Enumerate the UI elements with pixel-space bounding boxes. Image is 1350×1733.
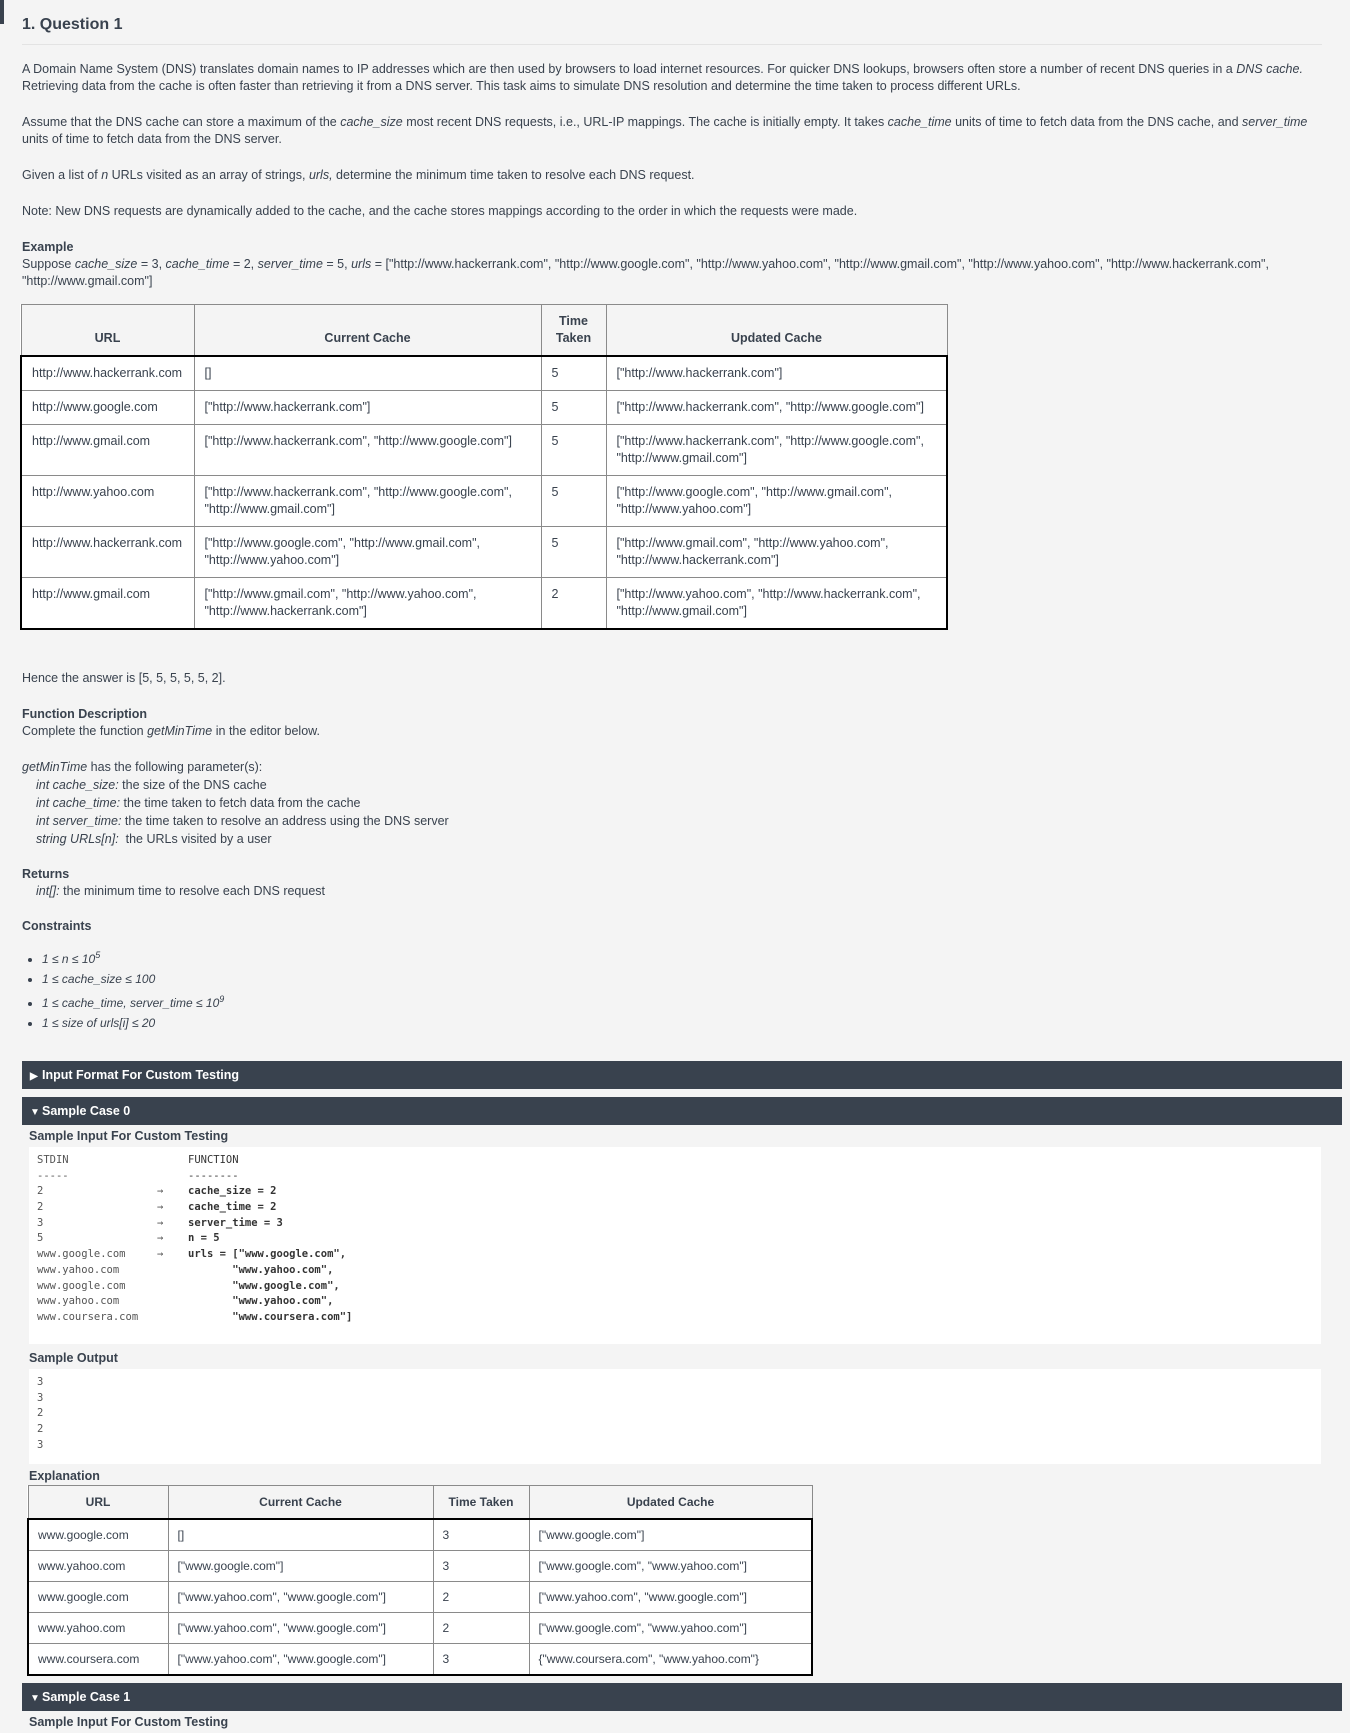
section-title: Sample Case 1 bbox=[42, 1690, 131, 1704]
table-cell: ["www.google.com", "www.yahoo.com"] bbox=[529, 1551, 812, 1582]
stdin-header: STDIN bbox=[37, 1154, 69, 1166]
table-row bbox=[28, 1582, 812, 1613]
parameters-intro bbox=[22, 758, 1322, 776]
parameter-desc: the URLs visited by a user bbox=[118, 832, 272, 846]
arrow-icon: → bbox=[157, 1248, 164, 1261]
column-header: Time Taken bbox=[541, 305, 606, 357]
table-row bbox=[21, 391, 947, 425]
left-accent-bar bbox=[0, 0, 4, 24]
text: Complete the function bbox=[22, 724, 148, 738]
intro-note: Note: New DNS requests are dynamically added to the cache, and the cache stores mappings according to the order in which the requests were made. bbox=[22, 204, 858, 218]
constraint-item bbox=[42, 945, 1322, 969]
constraint-exponent: 9 bbox=[219, 994, 225, 1004]
table-cell: http://www.gmail.com bbox=[21, 578, 194, 630]
text: most recent DNS requests, i.e., URL-IP mappings. The cache is initially empty. It takes bbox=[402, 115, 888, 129]
returns-label: Returns bbox=[22, 867, 70, 881]
arrow-icon: → bbox=[157, 1216, 164, 1229]
stdin-value: 3 bbox=[37, 1216, 44, 1229]
code-line bbox=[37, 1184, 1313, 1200]
function-value: "www.yahoo.com", bbox=[188, 1263, 334, 1276]
term-cache-time: cache_time bbox=[887, 115, 952, 129]
output-line: 3 bbox=[37, 1376, 44, 1388]
text: Given a list of bbox=[22, 168, 102, 182]
table-cell: ["www.yahoo.com", "www.google.com"] bbox=[168, 1582, 433, 1613]
text: has the following parameter(s): bbox=[87, 760, 263, 774]
table-cell: 2 bbox=[433, 1613, 529, 1644]
term: cache_size bbox=[74, 257, 138, 271]
text: = 3, bbox=[137, 257, 166, 271]
table-cell: ["http://www.hackerrank.com"] bbox=[194, 391, 541, 425]
sample-input-label: Sample Input For Custom Testing bbox=[29, 1715, 229, 1729]
section-title: Input Format For Custom Testing bbox=[42, 1068, 239, 1082]
constraint-text: 1 ≤ size of urls[i] ≤ 20 bbox=[42, 1016, 156, 1030]
parameter-desc: the time taken to fetch data from the cache bbox=[120, 796, 361, 810]
table-cell: http://www.gmail.com bbox=[21, 425, 194, 476]
code-line bbox=[37, 1231, 1313, 1247]
term: server_time bbox=[257, 257, 323, 271]
constraint-text: 1 ≤ cache_time, server_time ≤ 10 bbox=[42, 996, 220, 1010]
function-value: n = 5 bbox=[188, 1232, 220, 1245]
question-panel bbox=[22, 0, 1322, 1733]
table-cell: www.coursera.com bbox=[28, 1644, 168, 1676]
column-header: Time Taken bbox=[433, 1486, 529, 1520]
table-cell: ["http://www.gmail.com", "http://www.yahoo.com", "http://www.hackerrank.com"] bbox=[606, 527, 947, 578]
text: Assume that the DNS cache can store a maximum of the bbox=[22, 115, 341, 129]
code-line bbox=[37, 1200, 1313, 1216]
parameter-desc: the time taken to resolve an address using the DNS server bbox=[121, 814, 449, 828]
section-title: Sample Case 0 bbox=[42, 1104, 131, 1118]
text: A Domain Name System (DNS) translates domain names to IP addresses which are then used by browsers to load internet resources. For quicker DNS lookups, browsers often store a number of recent DNS queries in a bbox=[22, 62, 1237, 76]
parameter-name: int cache_size: bbox=[36, 778, 119, 792]
function-value: server_time = 3 bbox=[188, 1216, 283, 1229]
output-line: 3 bbox=[37, 1391, 44, 1404]
stdin-value: www.yahoo.com bbox=[37, 1295, 120, 1308]
sample-output-code bbox=[29, 1369, 1321, 1464]
table-cell: 5 bbox=[541, 476, 606, 527]
table-cell: {"www.coursera.com", "www.yahoo.com"} bbox=[529, 1644, 812, 1676]
column-header: URL bbox=[21, 305, 194, 357]
column-header: Current Cache bbox=[168, 1486, 433, 1520]
constraint-item bbox=[42, 969, 1322, 989]
parameter-desc: the size of the DNS cache bbox=[118, 778, 267, 792]
table-cell: [] bbox=[168, 1519, 433, 1551]
table-cell: ["http://www.google.com", "http://www.gmail.com", "http://www.yahoo.com"] bbox=[606, 476, 947, 527]
function-value: "www.coursera.com"] bbox=[188, 1310, 353, 1323]
parameter-item bbox=[22, 776, 1322, 794]
table-cell: ["www.google.com"] bbox=[529, 1519, 812, 1551]
constraint-item bbox=[42, 989, 1322, 1013]
table-cell: ["www.google.com", "www.yahoo.com"] bbox=[529, 1613, 812, 1644]
text: determine the minimum time taken to resolve each DNS request. bbox=[332, 168, 695, 182]
term-n: n bbox=[101, 168, 109, 182]
text: = 2, bbox=[229, 257, 258, 271]
table-cell: ["www.google.com"] bbox=[168, 1551, 433, 1582]
table-cell: www.google.com bbox=[28, 1519, 168, 1551]
constraint-exponent: 5 bbox=[95, 950, 101, 960]
parameters-list bbox=[22, 758, 1322, 848]
term-cache-size: cache_size bbox=[340, 115, 403, 129]
table-row bbox=[21, 425, 947, 476]
code-dash-line bbox=[37, 1169, 1313, 1185]
sample-input-label: Sample Input For Custom Testing bbox=[29, 1129, 229, 1143]
sample-case-0-content bbox=[22, 1125, 1322, 1676]
parameter-item bbox=[22, 794, 1322, 812]
table-cell: ["http://www.yahoo.com", "http://www.hackerrank.com", "http://www.gmail.com"] bbox=[606, 578, 947, 630]
table-cell: http://www.hackerrank.com bbox=[21, 356, 194, 391]
code-line bbox=[37, 1263, 1313, 1279]
table-row bbox=[21, 578, 947, 630]
stdin-value: www.yahoo.com bbox=[37, 1263, 120, 1276]
intro-paragraph-1 bbox=[22, 61, 1322, 95]
table-header-row bbox=[21, 305, 947, 357]
function-name: getMinTime bbox=[147, 724, 213, 738]
intro-paragraph-3 bbox=[22, 167, 1322, 184]
output-line: 2 bbox=[37, 1423, 44, 1436]
text: units of time to fetch data from the DNS server. bbox=[22, 132, 282, 146]
function-value: cache_size = 2 bbox=[188, 1185, 277, 1198]
code-line bbox=[37, 1310, 1313, 1326]
table-row bbox=[28, 1551, 812, 1582]
term-urls: urls, bbox=[308, 168, 333, 182]
constraint-item bbox=[42, 1013, 1322, 1033]
table-row bbox=[21, 356, 947, 391]
table-row bbox=[28, 1613, 812, 1644]
constraints-label: Constraints bbox=[22, 919, 92, 933]
table-cell: 5 bbox=[541, 425, 606, 476]
return-type: int[]: bbox=[36, 884, 60, 898]
code-line bbox=[37, 1294, 1313, 1310]
stdin-value: 2 bbox=[37, 1201, 44, 1214]
table-cell: http://www.google.com bbox=[21, 391, 194, 425]
parameter-name: int server_time: bbox=[36, 814, 122, 828]
output-line: 2 bbox=[37, 1407, 44, 1420]
table-cell: ["http://www.hackerrank.com", "http://www.google.com"] bbox=[194, 425, 541, 476]
table-cell: http://www.hackerrank.com bbox=[21, 527, 194, 578]
table-row bbox=[21, 527, 947, 578]
sample-input-code bbox=[29, 1147, 1321, 1344]
explanation-table-body bbox=[28, 1519, 812, 1675]
column-header: Updated Cache bbox=[606, 305, 947, 357]
table-cell: 3 bbox=[433, 1551, 529, 1582]
table-cell: 2 bbox=[541, 578, 606, 630]
table-row bbox=[21, 476, 947, 527]
section-sample-case-0[interactable] bbox=[22, 1097, 1342, 1125]
column-header: Updated Cache bbox=[529, 1486, 812, 1520]
term-server-time: server_time bbox=[1242, 115, 1308, 129]
table-cell: 5 bbox=[541, 527, 606, 578]
constraint-text: 1 ≤ cache_size ≤ 100 bbox=[42, 972, 156, 986]
table-cell: www.yahoo.com bbox=[28, 1613, 168, 1644]
text: URLs visited as an array of strings, bbox=[108, 168, 309, 182]
stdin-value: 5 bbox=[37, 1232, 44, 1245]
function-description-text bbox=[22, 723, 1322, 740]
caret-right-icon: ▶ bbox=[30, 1071, 38, 1082]
parameter-item bbox=[22, 812, 1322, 830]
stdin-value: www.google.com bbox=[37, 1248, 126, 1261]
table-cell: 5 bbox=[541, 356, 606, 391]
table-cell: ["http://www.gmail.com", "http://www.yahoo.com", "http://www.hackerrank.com"] bbox=[194, 578, 541, 630]
text: Suppose bbox=[22, 257, 75, 271]
function-dash: -------- bbox=[188, 1169, 239, 1182]
example-table bbox=[20, 304, 948, 630]
text: units of time to fetch data from the DNS cache, and bbox=[951, 115, 1243, 129]
table-cell: ["www.yahoo.com", "www.google.com"] bbox=[168, 1644, 433, 1676]
function-header: FUNCTION bbox=[188, 1154, 239, 1166]
table-cell: 3 bbox=[433, 1644, 529, 1676]
stdin-value: www.coursera.com bbox=[37, 1310, 139, 1323]
table-cell: [] bbox=[194, 356, 541, 391]
text: = 5, bbox=[322, 257, 352, 271]
code-line bbox=[37, 1216, 1313, 1232]
function-value: "www.google.com", bbox=[188, 1279, 340, 1292]
code-line bbox=[37, 1247, 1313, 1263]
term-dns-cache: DNS cache. bbox=[1236, 62, 1303, 76]
example-statement bbox=[22, 256, 1322, 290]
function-name: getMinTime bbox=[22, 760, 88, 774]
constraints-list bbox=[22, 945, 1322, 1033]
example-label: Example bbox=[22, 240, 74, 254]
table-cell: http://www.yahoo.com bbox=[21, 476, 194, 527]
arrow-icon: → bbox=[157, 1185, 164, 1198]
question-title: 1. Question 1 bbox=[22, 0, 1322, 45]
code-lines bbox=[37, 1184, 1313, 1325]
arrow-icon: → bbox=[157, 1201, 164, 1214]
caret-down-icon: ▼ bbox=[30, 1107, 40, 1118]
table-cell: ["www.yahoo.com", "www.google.com"] bbox=[168, 1613, 433, 1644]
text: = ["http://www.hackerrank.com", "http://www.google.com", "http://www.yahoo.com", "http://www.gmail.com", "http://www.yahoo.com", "http://www.hackerrank.com", "http://www.gmail.com"] bbox=[22, 257, 1269, 288]
stdin-value: www.google.com bbox=[37, 1279, 126, 1292]
column-header: URL bbox=[28, 1486, 168, 1520]
code-header-line bbox=[37, 1153, 1313, 1169]
stdin-value: 2 bbox=[37, 1185, 44, 1198]
section-sample-case-1[interactable] bbox=[22, 1683, 1342, 1711]
table-cell: ["http://www.google.com", "http://www.gmail.com", "http://www.yahoo.com"] bbox=[194, 527, 541, 578]
term: urls bbox=[351, 257, 372, 271]
section-input-format[interactable] bbox=[22, 1061, 1342, 1089]
term: cache_time bbox=[165, 257, 230, 271]
code-line bbox=[37, 1279, 1313, 1295]
intro-paragraph-2 bbox=[22, 114, 1322, 148]
sample-case-1-content bbox=[22, 1711, 1322, 1733]
table-row bbox=[28, 1644, 812, 1676]
function-value: "www.yahoo.com", bbox=[188, 1295, 334, 1308]
table-cell: 5 bbox=[541, 391, 606, 425]
parameter-item bbox=[22, 830, 1322, 848]
example-table-body bbox=[21, 356, 947, 629]
table-cell: www.google.com bbox=[28, 1582, 168, 1613]
function-value: urls = ["www.google.com", bbox=[188, 1248, 347, 1261]
table-header-row bbox=[28, 1486, 812, 1520]
explanation-label: Explanation bbox=[29, 1469, 100, 1483]
table-cell: ["http://www.hackerrank.com"] bbox=[606, 356, 947, 391]
table-cell: ["http://www.hackerrank.com", "http://www.google.com"] bbox=[606, 391, 947, 425]
text: Retrieving data from the cache is often faster than retrieving it from a DNS server. This task aims to simulate DNS resolution and determine the time taken to process different URLs. bbox=[22, 79, 1021, 93]
explanation-table bbox=[27, 1485, 813, 1676]
table-row bbox=[28, 1519, 812, 1551]
table-cell: ["www.yahoo.com", "www.google.com"] bbox=[529, 1582, 812, 1613]
function-description-label: Function Description bbox=[22, 707, 147, 721]
example-answer: Hence the answer is [5, 5, 5, 5, 5, 2]. bbox=[22, 671, 226, 685]
table-cell: ["http://www.hackerrank.com", "http://www.google.com", "http://www.gmail.com"] bbox=[606, 425, 947, 476]
text: in the editor below. bbox=[212, 724, 320, 738]
return-desc: the minimum time to resolve each DNS request bbox=[59, 884, 326, 898]
sample-output-label: Sample Output bbox=[29, 1351, 118, 1365]
parameter-name: string URLs[n]: bbox=[36, 832, 119, 846]
function-value: cache_time = 2 bbox=[188, 1201, 277, 1214]
arrow-icon: → bbox=[157, 1232, 164, 1245]
parameter-name: int cache_time: bbox=[36, 796, 121, 810]
constraint-text: 1 ≤ n ≤ 10 bbox=[42, 952, 96, 966]
table-cell: 2 bbox=[433, 1582, 529, 1613]
returns-text bbox=[22, 883, 1322, 900]
column-header: Current Cache bbox=[194, 305, 541, 357]
table-cell: www.yahoo.com bbox=[28, 1551, 168, 1582]
caret-down-icon: ▼ bbox=[30, 1693, 40, 1704]
table-cell: 3 bbox=[433, 1519, 529, 1551]
stdin-dash: ----- bbox=[37, 1169, 69, 1182]
table-cell: ["http://www.hackerrank.com", "http://www.google.com", "http://www.gmail.com"] bbox=[194, 476, 541, 527]
output-line: 3 bbox=[37, 1438, 44, 1451]
